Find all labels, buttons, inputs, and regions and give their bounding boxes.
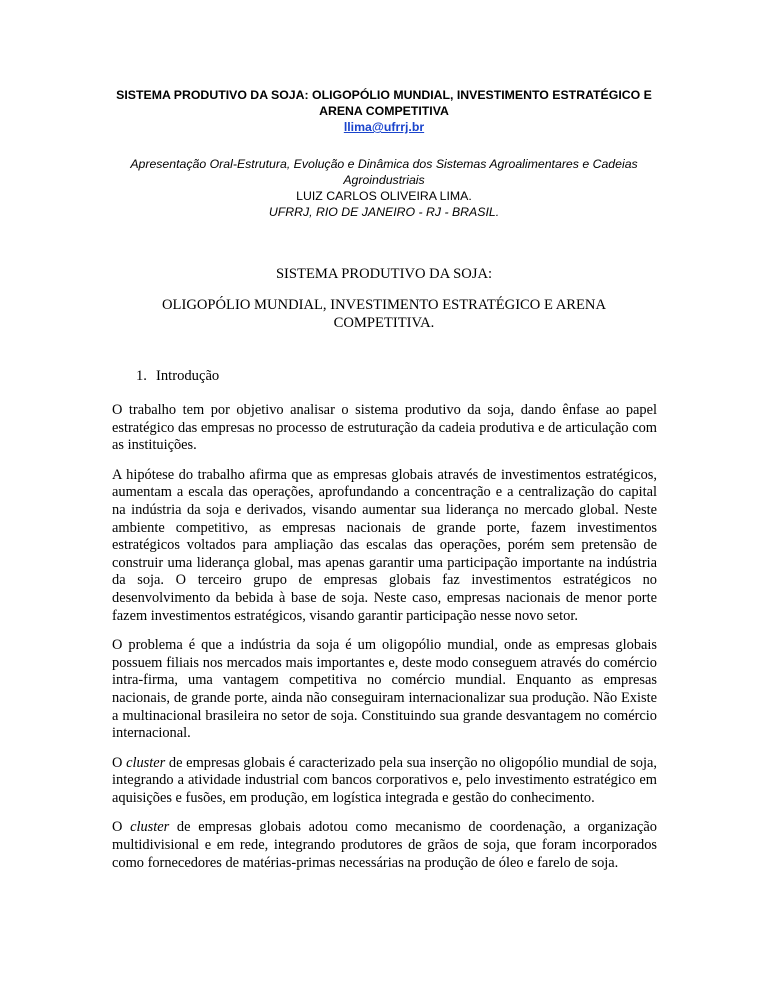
document-title-line2: OLIGOPÓLIO MUNDIAL, INVESTIMENTO ESTRATÉGICO E ARENA xyxy=(162,297,606,313)
paragraph-4-term: cluster xyxy=(126,754,166,771)
paragraph-4-article: O xyxy=(112,754,127,771)
paragraph-3: O problema é que a indústria da soja é um oligopólio mundial, onde as empresas globais possuem filiais nos mercados mais importantes e, deste modo conseguem através do comércio intra-firma, uma vantagem competitiva no comércio mundial. Enquanto as empresas nacionais, de grande porte, ainda não conseguiram internacionalizar sua produção. Não Existe a multinacional brasileira no setor de soja. Constituindo sua grande desvantagem no comércio internacional. xyxy=(112,637,657,742)
paragraph-5-article: O xyxy=(112,819,131,836)
paper-header-title xyxy=(100,87,668,135)
author-name: LUIZ CARLOS OLIVEIRA LIMA. xyxy=(296,189,472,203)
section-heading xyxy=(136,367,219,385)
section-body xyxy=(112,402,657,884)
paragraph-5-text: de empresas globais adotou como mecanismo de coordenação, a organização multidivisional e em rede, integrando produtores de grãos de soja, que foram incorporados como fornecedores de matérias-primas necessárias na produção de óleo e farelo de soja. xyxy=(112,819,657,871)
session-line2: Agroindustriais xyxy=(343,173,425,187)
document-title-block xyxy=(100,296,668,332)
paragraph-1: O trabalho tem por objetivo analisar o sistema produtivo da soja, dando ênfase ao papel estratégico das empresas no processo de estruturação da cadeia produtiva e de articulação com as instituições. xyxy=(112,402,657,454)
author-affiliation: UFRRJ, RIO DE JANEIRO - RJ - BRASIL. xyxy=(268,205,500,219)
paper-header-meta xyxy=(100,156,668,220)
author-email-link[interactable]: llima@ufrrj.br xyxy=(343,120,425,134)
paragraph-4-text: de empresas globais é caracterizado pela sua inserção no oligopólio mundial de soja, integrando a atividade industrial com bancos corporativos e, pelo investimento estratégico em aquisições e fusões, em produção, em logística integrada e gestão do conhecimento. xyxy=(112,754,657,806)
section-number: 1. xyxy=(136,368,147,384)
paragraph-4 xyxy=(112,755,657,808)
header-title-line2: ARENA COMPETITIVA xyxy=(319,104,449,118)
document-title-line3: COMPETITIVA. xyxy=(333,315,435,331)
paragraph-2: A hipótese do trabalho afirma que as empresas globais através de investimentos estratégicos, aumentam a escala das operações, aprofundando a concentração e a centralização do capital na indústria da soja e derivados, visando aumentar sua liderança no mercado global. Neste ambiente competitivo, as empresas nacionais de grande porte, fazem investimentos estratégicos voltados para ampliação das escalas das operações, porém sem pretensão de construir uma liderança global, mas apenas garantir uma participação importante na indústria da soja. O terceiro grupo de empresas globais faz investimentos estratégicos no desenvolvimento da bebida à base de soja. Neste caso, empresas nacionais de menor porte fazem investimentos estratégicos, visando garantir participação nesse novo setor. xyxy=(112,466,657,624)
session-line1: Apresentação Oral-Estrutura, Evolução e Dinâmica dos Sistemas Agroalimentares e Cadeias xyxy=(130,157,638,171)
section-title: Introdução xyxy=(156,368,220,384)
document-title-line1: SISTEMA PRODUTIVO DA SOJA: xyxy=(275,266,493,282)
paragraph-5 xyxy=(112,819,657,872)
paragraph-5-term: cluster xyxy=(130,819,170,836)
header-title-line1: SISTEMA PRODUTIVO DA SOJA: OLIGOPÓLIO MUNDIAL, INVESTIMENTO ESTRATÉGICO E xyxy=(116,88,652,102)
